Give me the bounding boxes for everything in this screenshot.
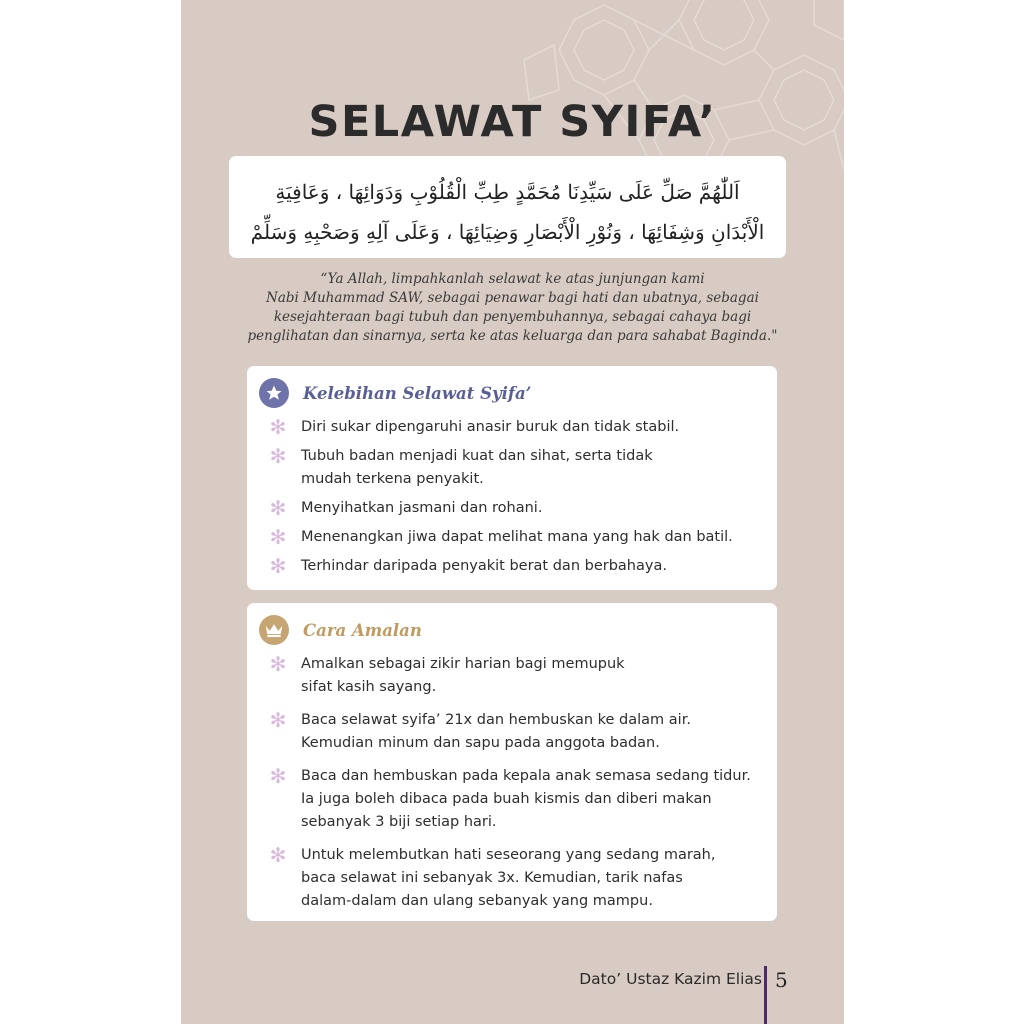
asterisk-bullet-icon: ✻	[269, 554, 287, 578]
asterisk-bullet-icon: ✻	[269, 444, 287, 468]
list-item: ✻ Untuk melembutkan hati seseorang yang sedang marah, baca selawat ini sebanyak 3x. Kemudian, tarik nafas dalam-dalam dan ulang sebanyak yang mampu.	[259, 844, 757, 913]
list-item: ✻ Terhindar daripada penyakit berat dan berbahaya.	[259, 555, 757, 578]
kelebihan-header	[259, 376, 757, 410]
cara-amalan-heading: Cara Amalan	[303, 620, 422, 640]
footer-author: Dato’ Ustaz Kazim Elias	[579, 970, 762, 988]
list-item: ✻ Menyihatkan jasmani dan rohani.	[259, 497, 757, 520]
arabic-line-2: الْأَبْدَانِ وَشِفَائِهَا ، وَنُوْرِ الْأَبْصَارِ وَضِيَائِهَا ، وَعَلَى آلِهِ وَصَحْبِهِ وَسَلِّمْ	[250, 220, 765, 244]
arabic-line-1: اَللّٰهُمَّ صَلِّ عَلَى سَيِّدِنَا مُحَمَّدٍ طِبِّ الْقُلُوْبِ وَدَوَائِهَا ، وَعَافِيَةِ	[275, 180, 740, 204]
asterisk-bullet-icon: ✻	[269, 708, 287, 732]
kelebihan-heading: Kelebihan Selawat Syifa’	[303, 383, 532, 403]
cara-amalan-list	[259, 653, 757, 913]
list-item: ✻ Baca dan hembuskan pada kepala anak semasa sedang tidur. Ia juga boleh dibaca pada buah kismis dan diberi makan sebanyak 3 biji setiap hari.	[259, 765, 757, 834]
asterisk-bullet-icon: ✻	[269, 525, 287, 549]
asterisk-bullet-icon: ✻	[269, 843, 287, 867]
asterisk-bullet-icon: ✻	[269, 496, 287, 520]
translation-line-1: “Ya Allah, limpahkanlah selawat ke atas junjungan kami	[320, 271, 705, 287]
book-page	[181, 0, 844, 1024]
crown-icon	[259, 615, 289, 645]
translation-line-3: kesejahteraan bagi tubuh dan penyembuhannya, sebagai cahaya bagi	[273, 309, 752, 325]
translation-line-2: Nabi Muhammad SAW, sebagai penawar bagi hati dan ubatnya, sebagai	[266, 290, 759, 306]
star-icon	[259, 378, 289, 408]
arabic-text-box	[229, 156, 786, 258]
asterisk-bullet-icon: ✻	[269, 652, 287, 676]
list-item: ✻ Amalkan sebagai zikir harian bagi memupuk sifat kasih sayang.	[259, 653, 757, 699]
list-item: ✻ Menenangkan jiwa dapat melihat mana yang hak dan batil.	[259, 526, 757, 549]
page-title: SELAWAT SYIFA’	[308, 97, 717, 147]
list-item: ✻ Diri sukar dipengaruhi anasir buruk dan tidak stabil.	[259, 416, 757, 439]
kelebihan-list	[259, 416, 757, 578]
cara-amalan-card	[247, 603, 777, 921]
asterisk-bullet-icon: ✻	[269, 764, 287, 788]
page-number-divider	[764, 966, 767, 1024]
list-item: ✻ Tubuh badan menjadi kuat dan sihat, serta tidak mudah terkena penyakit.	[259, 445, 757, 491]
cara-amalan-header	[259, 613, 757, 647]
translation-text	[221, 270, 804, 346]
list-item: ✻ Baca selawat syifa’ 21x dan hembuskan ke dalam air. Kemudian minum dan sapu pada anggota badan.	[259, 709, 757, 755]
asterisk-bullet-icon: ✻	[269, 415, 287, 439]
page-number: 5	[775, 968, 788, 992]
translation-line-4: penglihatan dan sinarnya, serta ke atas keluarga dan para sahabat Baginda."	[247, 328, 778, 344]
kelebihan-card	[247, 366, 777, 590]
